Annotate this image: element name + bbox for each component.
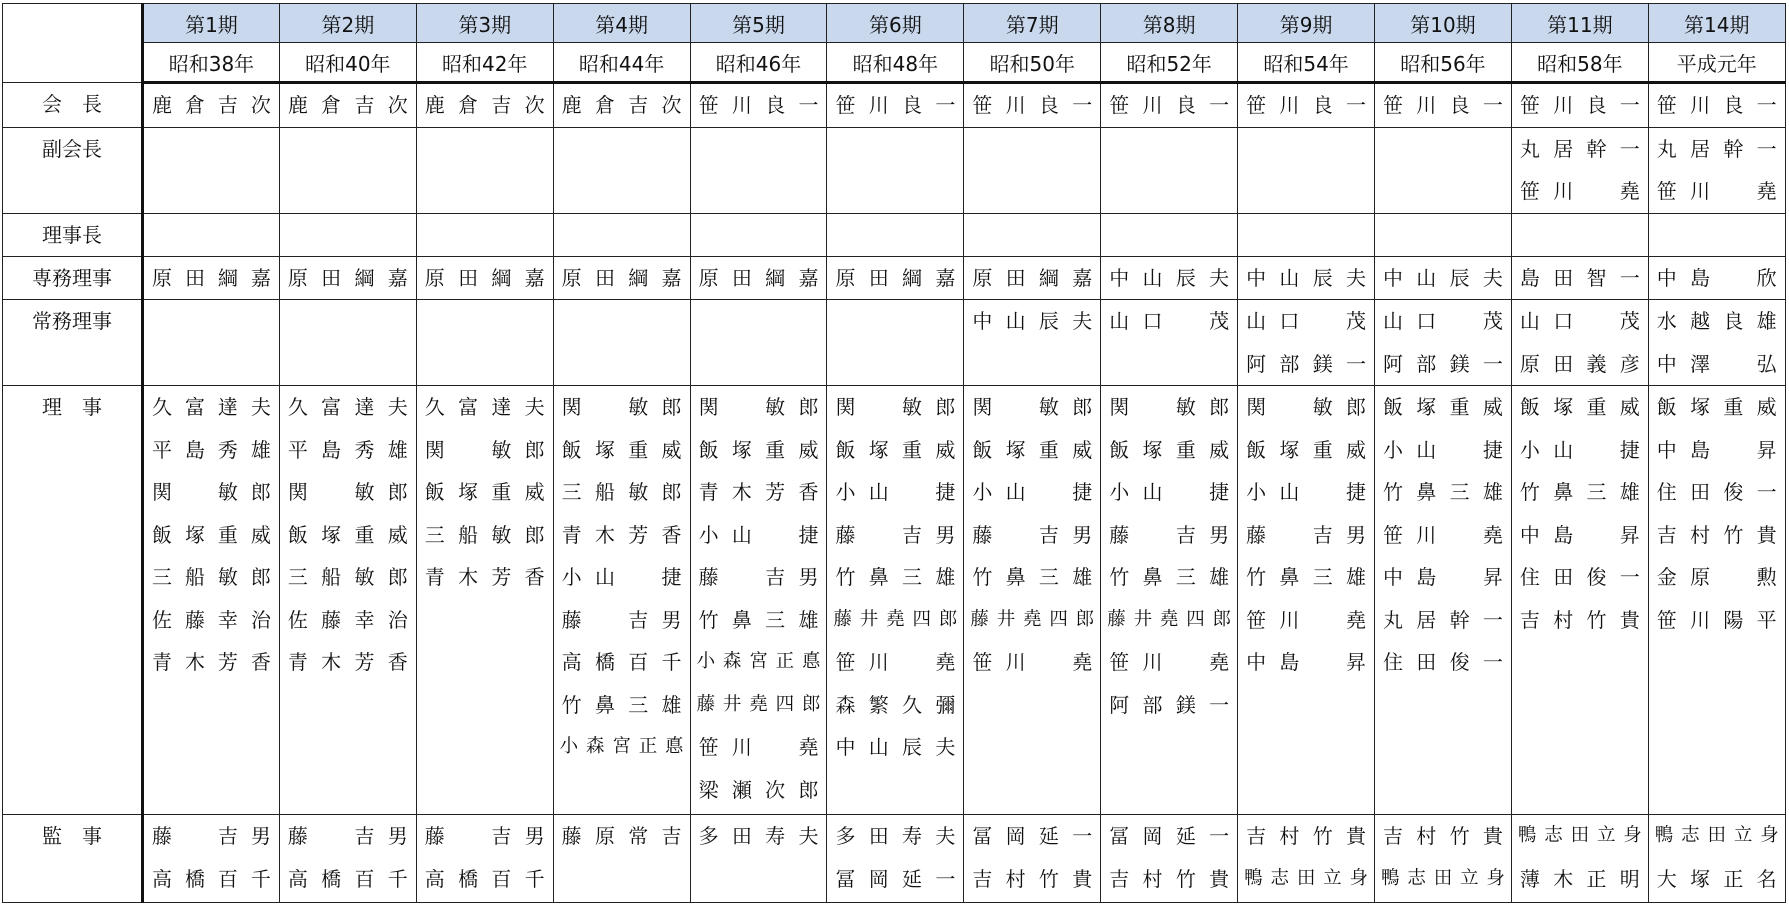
officer-name: 小山 捷 (1519, 437, 1640, 462)
officer-name: 原田綱嘉 (561, 265, 682, 290)
officer-cell (143, 386, 280, 815)
year-header: 昭和48年 (827, 43, 964, 83)
officer-cell (1375, 256, 1512, 300)
officer-name: 竹鼻三雄 (1519, 480, 1640, 504)
officer-name: 笹川 堯 (698, 735, 819, 759)
officer-cell (553, 386, 690, 815)
officer-cell (143, 815, 280, 903)
officer-name: 三船敏郎 (287, 565, 408, 589)
officer-name: 飯塚重威 (1656, 395, 1777, 419)
officer-name: 竹鼻三雄 (1246, 565, 1367, 589)
officer-name: 関 敏郎 (1109, 395, 1230, 419)
officer-name: 笹川 堯 (1246, 607, 1367, 632)
officer-name: 丸居幹一 (1383, 607, 1503, 632)
officer-name: 関 敏郎 (972, 395, 1093, 419)
officer-name: 笹川良一 (835, 93, 956, 117)
officer-name: 藤 吉男 (972, 522, 1093, 547)
officer-name: 関 敏郎 (561, 395, 682, 419)
officer-name: 小森宮正悳 (696, 651, 821, 672)
officer-cell (1238, 213, 1375, 256)
role-row (3, 213, 1786, 256)
role-label (3, 256, 143, 300)
officer-name: 竹鼻三雄 (835, 565, 956, 589)
officer-name: 原田綱嘉 (287, 265, 408, 290)
officer-name: 原田綱嘉 (152, 265, 271, 290)
officer-name: 中山辰夫 (972, 309, 1093, 333)
officer-cell (1511, 127, 1648, 213)
officer-cell (690, 127, 827, 213)
officer-name: 吉村竹貴 (1383, 824, 1503, 848)
corner-cell (3, 4, 143, 83)
officer-name: 飯塚重威 (972, 437, 1093, 462)
officer-name: 吉村竹貴 (1656, 522, 1777, 547)
officer-cell (1101, 127, 1238, 213)
officer-cell (1101, 256, 1238, 300)
officer-cell (827, 256, 964, 300)
role-label (3, 213, 143, 256)
officer-name: 中島 昇 (1246, 650, 1367, 674)
officer-name: 山口 茂 (1109, 309, 1230, 333)
officer-name: 久富達夫 (152, 395, 271, 419)
officer-table (2, 3, 1786, 903)
officer-name: 中山辰夫 (1109, 265, 1230, 290)
officer-name: 飯塚重威 (1519, 395, 1640, 419)
officer-name: 山口 茂 (1246, 309, 1367, 333)
officer-cell (1238, 256, 1375, 300)
officer-name: 笹川 堯 (972, 650, 1093, 674)
officer-name: 梁瀬次郎 (698, 777, 819, 802)
officer-name: 飯塚重威 (1383, 395, 1503, 419)
officer-name: 藤 吉男 (287, 824, 408, 848)
officer-name: 飯塚重威 (1109, 437, 1230, 462)
officer-cell (1511, 83, 1648, 128)
officer-name: 高橋百千 (152, 866, 271, 891)
officer-name: 阿部鎂一 (1383, 351, 1503, 376)
year-header: 平成元年 (1648, 43, 1785, 83)
officer-cell (553, 213, 690, 256)
officer-name: 藤原常吉 (561, 824, 682, 848)
role-row (3, 127, 1786, 213)
officer-name: 冨岡延一 (835, 866, 956, 891)
officer-name: 鹿倉吉次 (424, 93, 545, 117)
officer-name: 藤井堯四郎 (970, 608, 1095, 630)
officer-name: 山口 茂 (1383, 309, 1503, 333)
officer-name: 竹鼻三雄 (561, 692, 682, 717)
officer-cell (1375, 815, 1512, 903)
officer-name: 藤井堯四郎 (1107, 608, 1232, 630)
officer-name: 中島 昇 (1656, 437, 1777, 462)
officer-name: 水越良雄 (1656, 309, 1777, 333)
officer-name: 藤 吉男 (1246, 522, 1367, 547)
officer-cell (1375, 127, 1512, 213)
officer-cell (690, 83, 827, 128)
period-header: 第4期 (553, 4, 690, 43)
officer-name: 金原 勲 (1656, 565, 1777, 589)
period-header: 第1期 (143, 4, 280, 43)
officer-name: 青木芳香 (424, 565, 545, 589)
officer-cell (827, 815, 964, 903)
officer-cell (690, 815, 827, 903)
period-header: 第2期 (279, 4, 416, 43)
officer-cell (827, 127, 964, 213)
officer-name: 原田義彦 (1519, 351, 1640, 376)
officer-name: 笹川陽平 (1656, 607, 1777, 632)
role-label (3, 83, 143, 128)
role-label-text: 常務理事 (32, 309, 112, 333)
officer-name: 笹川 堯 (1383, 522, 1503, 547)
officer-name: 鹿倉吉次 (287, 93, 408, 117)
officer-cell (279, 213, 416, 256)
officer-cell (964, 83, 1101, 128)
officer-name: 飯塚重威 (287, 522, 408, 547)
officer-name: 藤 吉男 (835, 522, 956, 547)
role-row (3, 386, 1786, 815)
period-header: 第8期 (1101, 4, 1238, 43)
period-header: 第11期 (1511, 4, 1648, 43)
officer-cell (279, 386, 416, 815)
role-row (3, 300, 1786, 386)
officer-cell (964, 256, 1101, 300)
officer-name: 青木芳香 (287, 650, 408, 674)
officer-name: 吉村竹貴 (972, 866, 1093, 891)
officer-name: 三船敏郎 (152, 565, 271, 589)
officer-cell (690, 386, 827, 815)
officer-cell (1375, 386, 1512, 815)
officer-cell (553, 127, 690, 213)
officer-name: 小山 捷 (1246, 480, 1367, 504)
year-header: 昭和44年 (553, 43, 690, 83)
officer-name: 藤井堯四郎 (696, 693, 821, 715)
officer-cell (279, 127, 416, 213)
officer-name: 冨岡延一 (1109, 824, 1230, 848)
officer-name: 青木芳香 (561, 522, 682, 547)
officer-name: 久富達夫 (287, 395, 408, 419)
officer-name: 原田綱嘉 (972, 265, 1093, 290)
officer-name: 三船敏郎 (561, 480, 682, 504)
officer-cell (964, 386, 1101, 815)
officer-name: 鴨志田立身 (1381, 867, 1505, 889)
officer-cell (143, 300, 280, 386)
officer-cell (1511, 815, 1648, 903)
officer-cell (143, 127, 280, 213)
officer-name: 小山 捷 (1109, 480, 1230, 504)
officer-name: 小山 捷 (698, 522, 819, 547)
role-label-text: 会 長 (42, 92, 102, 116)
officer-name: 関 敏郎 (1246, 395, 1367, 419)
officer-name: 鴨志田立身 (1517, 825, 1642, 846)
officer-name: 関 敏郎 (698, 395, 819, 419)
officer-cell (1375, 213, 1512, 256)
role-row (3, 815, 1786, 903)
officer-name: 関 敏郎 (287, 480, 408, 504)
officer-cell (416, 300, 553, 386)
officer-name: 藤 吉男 (424, 824, 545, 848)
period-header: 第9期 (1238, 4, 1375, 43)
officer-name: 丸居幹一 (1519, 136, 1640, 161)
officer-name: 冨岡延一 (972, 824, 1093, 848)
officer-cell (143, 256, 280, 300)
officer-name: 中山辰夫 (1383, 265, 1503, 290)
officer-cell (1101, 815, 1238, 903)
officer-name: 竹鼻三雄 (972, 565, 1093, 589)
officer-cell (1648, 386, 1785, 815)
officer-name: 竹鼻三雄 (698, 607, 819, 632)
officer-name: 原田綱嘉 (698, 265, 819, 290)
officer-cell (1101, 386, 1238, 815)
officer-cell (553, 300, 690, 386)
officer-cell (416, 386, 553, 815)
officer-name: 鴨志田立身 (1654, 825, 1779, 846)
officer-name: 笹川良一 (1656, 93, 1777, 117)
officer-name: 藤 吉男 (561, 607, 682, 632)
officer-cell (1238, 815, 1375, 903)
officer-cell (1511, 256, 1648, 300)
officer-name: 笹川良一 (698, 93, 819, 117)
officer-name: 住田俊一 (1519, 565, 1640, 589)
officer-name: 青木芳香 (152, 650, 271, 674)
officer-name: 中澤 弘 (1656, 351, 1777, 376)
officer-name: 関 敏郎 (835, 395, 956, 419)
officer-cell (690, 256, 827, 300)
officer-name: 吉村竹貴 (1519, 607, 1640, 632)
officer-name: 小山 捷 (972, 480, 1093, 504)
officer-cell (1648, 213, 1785, 256)
officer-cell (416, 256, 553, 300)
officer-name: 森繁久彌 (835, 692, 956, 717)
role-label (3, 300, 143, 386)
officer-name: 飯塚重威 (1246, 437, 1367, 462)
period-header: 第5期 (690, 4, 827, 43)
officer-name: 飯塚重威 (561, 437, 682, 462)
officer-name: 小山 捷 (1383, 437, 1503, 462)
year-header: 昭和50年 (964, 43, 1101, 83)
officer-cell (553, 815, 690, 903)
officer-cell (1511, 300, 1648, 386)
officer-name: 佐藤幸治 (287, 607, 408, 632)
officer-cell (827, 386, 964, 815)
period-header: 第6期 (827, 4, 964, 43)
officer-name: 竹鼻三雄 (1109, 565, 1230, 589)
officer-name: 高橋百千 (424, 866, 545, 891)
officer-name: 笹川良一 (1519, 93, 1640, 117)
year-header: 昭和56年 (1375, 43, 1512, 83)
officer-name: 丸居幹一 (1656, 136, 1777, 161)
officer-cell (1375, 83, 1512, 128)
officer-name: 笹川良一 (972, 93, 1093, 117)
role-label-text: 監 事 (42, 824, 102, 848)
officer-cell (1238, 127, 1375, 213)
officer-name: 住田俊一 (1383, 650, 1503, 674)
officer-name: 笹川良一 (1383, 93, 1503, 117)
officer-name: 高橋百千 (561, 650, 682, 674)
period-header: 第3期 (416, 4, 553, 43)
officer-cell (279, 83, 416, 128)
role-label (3, 815, 143, 903)
role-row (3, 256, 1786, 300)
officer-name: 笹川 堯 (1656, 179, 1777, 203)
officer-name: 大塚正名 (1656, 866, 1777, 891)
officer-cell (964, 815, 1101, 903)
officer-name: 鹿倉吉次 (152, 93, 271, 117)
year-header: 昭和42年 (416, 43, 553, 83)
officer-cell (1238, 300, 1375, 386)
officer-name: 飯塚重威 (424, 480, 545, 504)
officer-name: 久富達夫 (424, 395, 545, 419)
officer-cell (1238, 83, 1375, 128)
year-header: 昭和52年 (1101, 43, 1238, 83)
officer-name: 原田綱嘉 (835, 265, 956, 290)
officer-name: 原田綱嘉 (424, 265, 545, 290)
officer-cell (1101, 83, 1238, 128)
officer-name: 中島 昇 (1519, 522, 1640, 547)
officer-cell (1511, 386, 1648, 815)
officer-cell (143, 83, 280, 128)
officer-name: 飯塚重威 (835, 437, 956, 462)
period-header-row (3, 4, 1786, 43)
officer-cell (964, 213, 1101, 256)
officer-cell (553, 83, 690, 128)
officer-cell (416, 127, 553, 213)
officer-cell (964, 300, 1101, 386)
officer-name: 小森宮正悳 (559, 736, 684, 757)
officer-cell (1101, 300, 1238, 386)
officer-name: 多田寿夫 (835, 824, 956, 848)
officer-cell (279, 300, 416, 386)
officer-cell (1101, 213, 1238, 256)
officer-name: 鹿倉吉次 (561, 93, 682, 117)
officer-name: 平島秀雄 (287, 437, 408, 462)
officer-cell (416, 815, 553, 903)
officer-name: 青木芳香 (698, 480, 819, 504)
officer-name: 藤 吉男 (152, 824, 271, 848)
role-label-text: 理事長 (42, 222, 102, 247)
officer-name: 笹川良一 (1246, 93, 1367, 117)
officer-name: 関 敏郎 (152, 480, 271, 504)
officer-name: 飯塚重威 (698, 437, 819, 462)
officer-cell (1375, 300, 1512, 386)
officer-name: 阿部鎂一 (1109, 692, 1230, 717)
period-header: 第10期 (1375, 4, 1512, 43)
officer-cell (1648, 256, 1785, 300)
officer-cell (1648, 83, 1785, 128)
officer-cell (1648, 815, 1785, 903)
year-header: 昭和38年 (143, 43, 280, 83)
officer-cell (690, 300, 827, 386)
officer-name: 三船敏郎 (424, 522, 545, 547)
period-header: 第7期 (964, 4, 1101, 43)
officer-name: 吉村竹貴 (1109, 866, 1230, 891)
officer-cell (416, 213, 553, 256)
year-header: 昭和46年 (690, 43, 827, 83)
officer-name: 多田寿夫 (698, 824, 819, 848)
officer-name: 中山辰夫 (1246, 265, 1367, 290)
officer-cell (1648, 127, 1785, 213)
year-header: 昭和54年 (1238, 43, 1375, 83)
officer-name: 藤 吉男 (698, 565, 819, 589)
officer-name: 阿部鎂一 (1246, 351, 1367, 376)
officer-name: 鴨志田立身 (1244, 867, 1369, 889)
officer-cell (827, 213, 964, 256)
officer-name: 笹川良一 (1109, 93, 1230, 117)
year-header: 昭和58年 (1511, 43, 1648, 83)
officer-cell (1238, 386, 1375, 815)
officer-name: 佐藤幸治 (152, 607, 271, 632)
officer-cell (416, 83, 553, 128)
role-label-text: 理 事 (42, 395, 102, 419)
officer-cell (279, 815, 416, 903)
officer-name: 平島秀雄 (152, 437, 271, 462)
officer-name: 吉村竹貴 (1246, 824, 1367, 848)
role-label-text: 専務理事 (32, 265, 112, 290)
officer-name: 笹川 堯 (835, 650, 956, 674)
officer-name: 島田智一 (1519, 265, 1640, 290)
role-row (3, 83, 1786, 128)
officer-name: 藤 吉男 (1109, 522, 1230, 547)
officer-cell (279, 256, 416, 300)
officer-cell (690, 213, 827, 256)
officer-name: 中島 昇 (1383, 565, 1503, 589)
period-header: 第14期 (1648, 4, 1785, 43)
officer-name: 中島 欣 (1656, 265, 1777, 290)
officer-cell (143, 213, 280, 256)
officer-name: 薄木正明 (1519, 866, 1640, 891)
officer-cell (964, 127, 1101, 213)
role-label (3, 386, 143, 815)
role-label-text: 副会長 (42, 136, 102, 161)
year-header-row (3, 43, 1786, 83)
officer-name: 笹川 堯 (1109, 650, 1230, 674)
officer-name: 笹川 堯 (1519, 179, 1640, 203)
officer-name: 飯塚重威 (152, 522, 271, 547)
officer-cell (1511, 213, 1648, 256)
officer-cell (827, 83, 964, 128)
officer-name: 住田俊一 (1656, 480, 1777, 504)
officer-roster (2, 3, 1786, 903)
officer-name: 竹鼻三雄 (1383, 480, 1503, 504)
officer-name: 小山 捷 (561, 565, 682, 589)
role-label (3, 127, 143, 213)
officer-name: 小山 捷 (835, 480, 956, 504)
officer-name: 山口 茂 (1519, 309, 1640, 333)
officer-name: 高橋百千 (287, 866, 408, 891)
officer-cell (553, 256, 690, 300)
officer-cell (827, 300, 964, 386)
officer-name: 関 敏郎 (424, 437, 545, 462)
officer-name: 中山辰夫 (835, 735, 956, 759)
officer-name: 藤井堯四郎 (833, 608, 958, 630)
officer-cell (1648, 300, 1785, 386)
year-header: 昭和40年 (279, 43, 416, 83)
